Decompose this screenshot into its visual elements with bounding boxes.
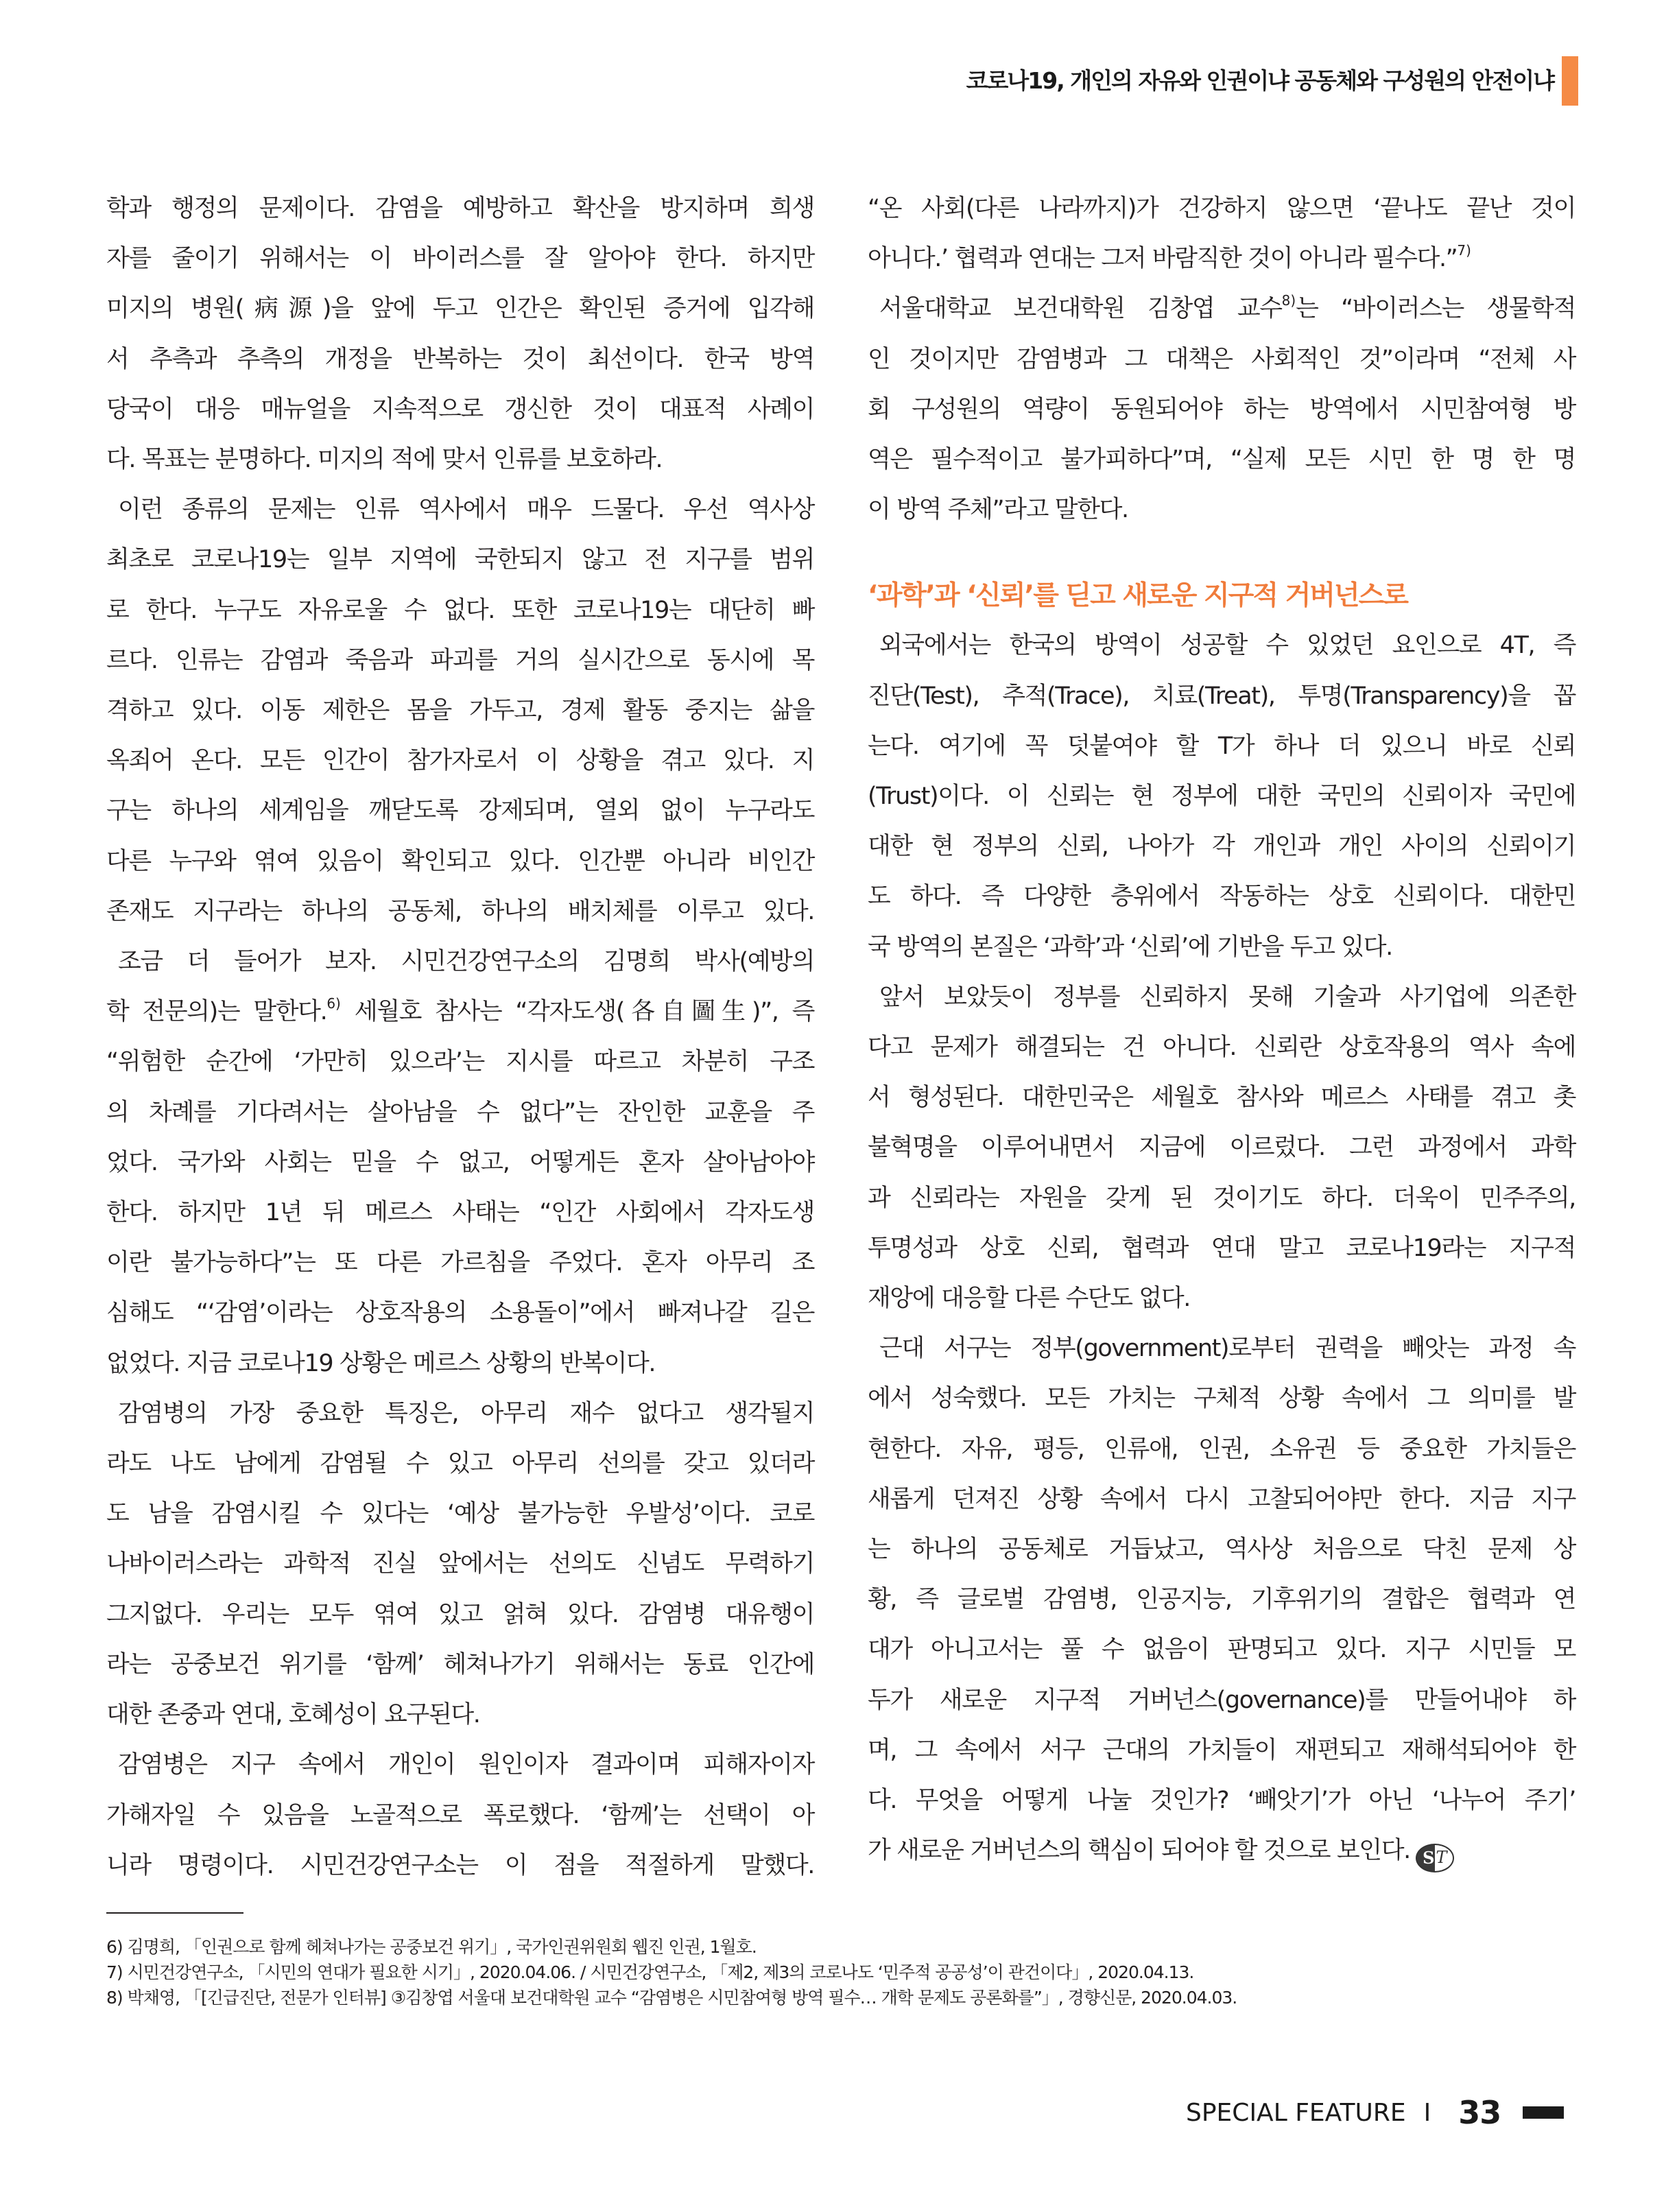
text-line: 대가 아니고서는 풀 수 없음이 판명되고 있다. 지구 시민들 모: [868, 1636, 1575, 1664]
page-number: 33: [1458, 2094, 1501, 2131]
text-line: 앞서 보았듯이 정부를 신뢰하지 못해 기술과 사기업에 의존한: [879, 983, 1575, 1011]
text-line: 역은 필수적이고 불가피하다”며, “실제 모든 시민 한 명 한 명: [868, 446, 1575, 474]
header-accent-bar: [1562, 56, 1578, 106]
text-line: 존재도 지구라는 하나의 공동체, 하나의 배치체를 이루고 있다.: [106, 897, 814, 925]
text-line: 불혁명을 이루어내면서 지금에 이르렀다. 그런 과정에서 과학: [868, 1134, 1575, 1162]
footnote-6: 6) 김명희, 「인권으로 함께 헤쳐나가는 공중보건 위기」, 국가인권위원회 웹진 인권, 1월호.: [106, 1937, 757, 1957]
text-line: 이런 종류의 문제는 인류 역사에서 매우 드물다. 우선 역사상: [118, 496, 814, 524]
text-segment: 세월호 참사는 “각자도생(各自圖生)”, 즉: [340, 998, 815, 1026]
text-line: “온 사회(다른 나라까지)가 건강하지 않으면 ‘끝나도 끝난 것이: [868, 195, 1575, 222]
text-line: 인 것이지만 감염병과 그 대책은 사회적인 것”이라며 “전체 사: [868, 345, 1575, 373]
paragraph-kim-changyeop: [868, 284, 1575, 535]
text-line: 대한 현 정부의 신뢰, 나아가 각 개인과 개인 사이의 신뢰이기: [868, 833, 1575, 861]
text-line: 외국에서는 한국의 방역이 성공할 수 있었던 요인으로 4T, 즉: [879, 632, 1575, 660]
paragraph-sewol: [106, 937, 814, 1389]
text-line: 르다. 인류는 감염과 죽음과 파괴를 거의 실시간으로 동시에 목: [106, 646, 814, 674]
footnote-ref-6[interactable]: 6): [326, 995, 341, 1012]
text-line: 현한다. 자유, 평등, 인류애, 인권, 소유권 등 중요한 가치들은: [868, 1435, 1575, 1463]
paragraph-quote: [868, 184, 1575, 284]
text-line: 나바이러스라는 과학적 진실 앞에서는 선의도 신념도 무력하기: [106, 1550, 814, 1578]
text-line: 국 방역의 본질은 ‘과학’과 ‘신뢰’에 기반을 두고 있다.: [868, 933, 1392, 961]
text-line: (Trust)이다. 이 신뢰는 현 정부에 대한 국민의 신뢰이자 국민에: [868, 783, 1575, 811]
footnote-7: 7) 시민건강연구소, 「시민의 연대가 필요한 시기」, 2020.04.06. / 시민건강연구소, 「제2, 제3의 코로나도 ‘민주적 공공성’이 관건이다」, 2020.04.13.: [106, 1962, 1194, 1982]
text-line: 구는 하나의 세계임을 깨닫도록 강제되며, 열외 없이 누구라도: [106, 797, 814, 825]
text-line: 로 한다. 누구도 자유로울 수 없다. 또한 코로나19는 대단히 빠: [106, 596, 814, 624]
text-line-with-footnote: [868, 284, 1575, 334]
paragraph-4t: [868, 621, 1575, 972]
text-segment: 아니다.’ 협력과 연대는 그저 바람직한 것이 아니라 필수다.”: [868, 245, 1458, 273]
paragraph-trust: [868, 973, 1575, 1324]
text-line-with-footnote: [106, 987, 814, 1037]
page-footer: [1186, 2092, 1564, 2133]
text-line-final: [868, 1826, 1575, 1876]
footnotes: [106, 1934, 1478, 2010]
text-line: 그지없다. 우리는 모두 엮여 있고 얽혀 있다. 감염병 대유행이: [106, 1600, 814, 1628]
text-line: 이 방역 주체”라고 말한다.: [868, 496, 1128, 524]
text-line: 다. 무엇을 어떻게 나눌 것인가? ‘빼앗기’가 아닌 ‘나누어 주기’: [868, 1787, 1575, 1815]
text-segment: 는 “바이러스는 생물학적: [1296, 295, 1575, 323]
text-line: 다고 문제가 해결되는 건 아니다. 신뢰란 상호작용의 역사 속에: [868, 1034, 1575, 1062]
text-line: 는 하나의 공동체로 거듭났고, 역사상 처음으로 닥친 문제 상: [868, 1536, 1575, 1564]
text-line: 과 신뢰라는 자원을 갖게 된 것이기도 하다. 더욱이 민주주의,: [868, 1184, 1575, 1212]
text-line: 진단(Test), 추적(Trace), 치료(Treat), 투명(Transparency)을 꼽: [868, 682, 1575, 710]
text-line: 며, 그 속에서 서구 근대의 가치들이 재편되고 재해석되어야 한: [868, 1736, 1575, 1764]
text-line: 옥죄어 온다. 모든 인간이 참가자로서 이 상황을 겪고 있다. 지: [106, 747, 814, 775]
text-line: 투명성과 상호 신뢰, 협력과 연대 말고 코로나19라는 지구적: [868, 1234, 1575, 1262]
text-line: 회 구성원의 역량이 동원되어야 하는 방역에서 시민참여형 방: [868, 395, 1575, 423]
text-line: 최초로 코로나19는 일부 지역에 국한되지 않고 전 지구를 범위: [106, 546, 814, 574]
footnote-ref-7[interactable]: 7): [1457, 242, 1471, 259]
st-logo-icon: [1416, 1844, 1454, 1872]
text-line: 재앙에 대응할 다른 수단도 없다.: [868, 1285, 1190, 1313]
text-line: 라도 나도 남에게 감염될 수 있고 아무리 선의를 갖고 있더라: [106, 1450, 814, 1478]
footnote-divider: [106, 1912, 243, 1914]
text-line: 없었다. 지금 코로나19 상황은 메르스 상황의 반복이다.: [106, 1349, 656, 1377]
text-line: 대한 존중과 연대, 호혜성이 요구된다.: [106, 1701, 480, 1729]
text-line: 가해자일 수 있음을 노골적으로 폭로했다. ‘함께’는 선택이 아: [106, 1801, 814, 1829]
text-line: 서 형성된다. 대한민국은 세월호 참사와 메르스 사태를 겪고 촛: [868, 1084, 1575, 1112]
text-line: 라는 공중보건 위기를 ‘함께’ 헤쳐나가기 위해서는 동료 인간에: [106, 1650, 814, 1678]
text-line: 한다. 하지만 1년 뒤 메르스 사태는 “인간 사회에서 각자도생: [106, 1199, 814, 1227]
footer-bar-decoration: [1523, 2106, 1564, 2119]
text-line: 었다. 국가와 사회는 믿을 수 없고, 어떻게든 혼자 살아남아야: [106, 1148, 814, 1176]
st-logo-t: T: [1436, 1848, 1447, 1868]
text-line: 황, 즉 글로벌 감염병, 인공지능, 기후위기의 결합은 협력과 연: [868, 1586, 1575, 1614]
text-line: 미지의 병원(病源)을 앞에 두고 인간은 확인된 증거에 입각해: [106, 295, 814, 323]
text-line: 감염병은 지구 속에서 개인이 원인이자 결과이며 피해자이자: [118, 1751, 814, 1779]
text-line: 도 남을 감염시킬 수 있다는 ‘예상 불가능한 우발성’이다. 코로: [106, 1500, 814, 1528]
text-segment: 서울대학교 보건대학원 김창엽 교수: [879, 295, 1282, 323]
paragraph-contingency: [106, 1389, 814, 1740]
right-column: [868, 184, 1575, 1877]
text-line: 새롭게 던져진 상황 속에서 다시 고찰되어야만 한다. 지금 지구: [868, 1485, 1575, 1513]
text-line: 심해도 “‘감염’이라는 상호작용의 소용돌이”에서 빠져나갈 길은: [106, 1299, 814, 1327]
text-line: 근대 서구는 정부(government)로부터 권력을 빼앗는 과정 속: [879, 1335, 1575, 1363]
footer-separator: I: [1423, 2098, 1431, 2127]
text-line: 감염병의 가장 중요한 특징은, 아무리 재수 없다고 생각될지: [118, 1399, 814, 1427]
text-line: 조금 더 들어가 보자. 시민건강연구소의 김명희 박사(예방의: [118, 948, 814, 976]
text-line: 당국이 대응 매뉴얼을 지속적으로 갱신한 것이 대표적 사례이: [106, 395, 814, 423]
text-line: 니라 명령이다. 시민건강연구소는 이 점을 적절하게 말했다.: [106, 1851, 814, 1879]
text-line: 격하고 있다. 이동 제한은 몸을 가두고, 경제 활동 중지는 삶을: [106, 697, 814, 725]
text-line: 다른 누구와 엮여 있음이 확인되고 있다. 인간뿐 아니라 비인간: [106, 847, 814, 875]
paragraph-together: [106, 1740, 814, 1891]
text-line: 에서 성숙했다. 모든 가치는 구체적 상황 속에서 그 의미를 발: [868, 1385, 1575, 1413]
footnote-ref-8[interactable]: 8): [1281, 292, 1296, 309]
text-line: 학과 행정의 문제이다. 감염을 예방하고 확산을 방지하며 희생: [106, 195, 814, 222]
paragraph-governance: [868, 1324, 1575, 1876]
text-line: “위험한 순간에 ‘가만히 있으라’는 지시를 따르고 차분히 구조: [106, 1048, 814, 1076]
text-segment: 학 전문의)는 말한다.: [106, 998, 327, 1026]
text-line: 의 차례를 기다려서는 살아남을 수 없다”는 잔인한 교훈을 주: [106, 1098, 814, 1126]
text-line-with-footnote: [868, 234, 1575, 284]
footnote-8: 8) 박채영, 「[긴급진단, 전문가 인터뷰] ③김창엽 서울대 보건대학원 교수 “감염병은 시민참여형 방역 필수… 개학 문제도 공론화를”」, 경향신문, 2020.04.03.: [106, 1988, 1237, 2008]
text-line: 자를 줄이기 위해서는 이 바이러스를 잘 알아야 한다. 하지만: [106, 245, 814, 273]
paragraph-intro: [106, 184, 814, 485]
text-line: 이란 불가능하다”는 또 다른 가르침을 주었다. 혼자 아무리 조: [106, 1249, 814, 1277]
text-line: 다. 목표는 분명하다. 미지의 적에 맞서 인류를 보호하라.: [106, 446, 663, 474]
text-line: 서 추측과 추측의 개정을 반복하는 것이 최선이다. 한국 방역: [106, 345, 814, 373]
text-line: 두가 새로운 지구적 거버넌스(governance)를 만들어내야 하: [868, 1686, 1575, 1714]
section-label: SPECIAL FEATURE: [1186, 2098, 1406, 2127]
st-logo-s: S: [1423, 1848, 1435, 1868]
running-header-title: 코로나19, 개인의 자유와 인권이냐 공동체와 구성원의 안전이냐: [966, 67, 1554, 94]
text-line: 는다. 여기에 꼭 덧붙여야 할 T가 하나 더 있으니 바로 신뢰: [868, 732, 1575, 760]
left-column: [106, 184, 814, 1891]
text-line: 도 하다. 즉 다양한 층위에서 작동하는 상호 신뢰이다. 대한민: [868, 883, 1575, 911]
paragraph-rare-problem: [106, 485, 814, 937]
section-heading: ‘과학’과 ‘신뢰’를 딛고 새로운 지구적 거버넌스로: [868, 580, 1407, 612]
text-segment: 가 새로운 거버넌스의 핵심이 되어야 할 것으로 보인다.: [868, 1837, 1410, 1865]
